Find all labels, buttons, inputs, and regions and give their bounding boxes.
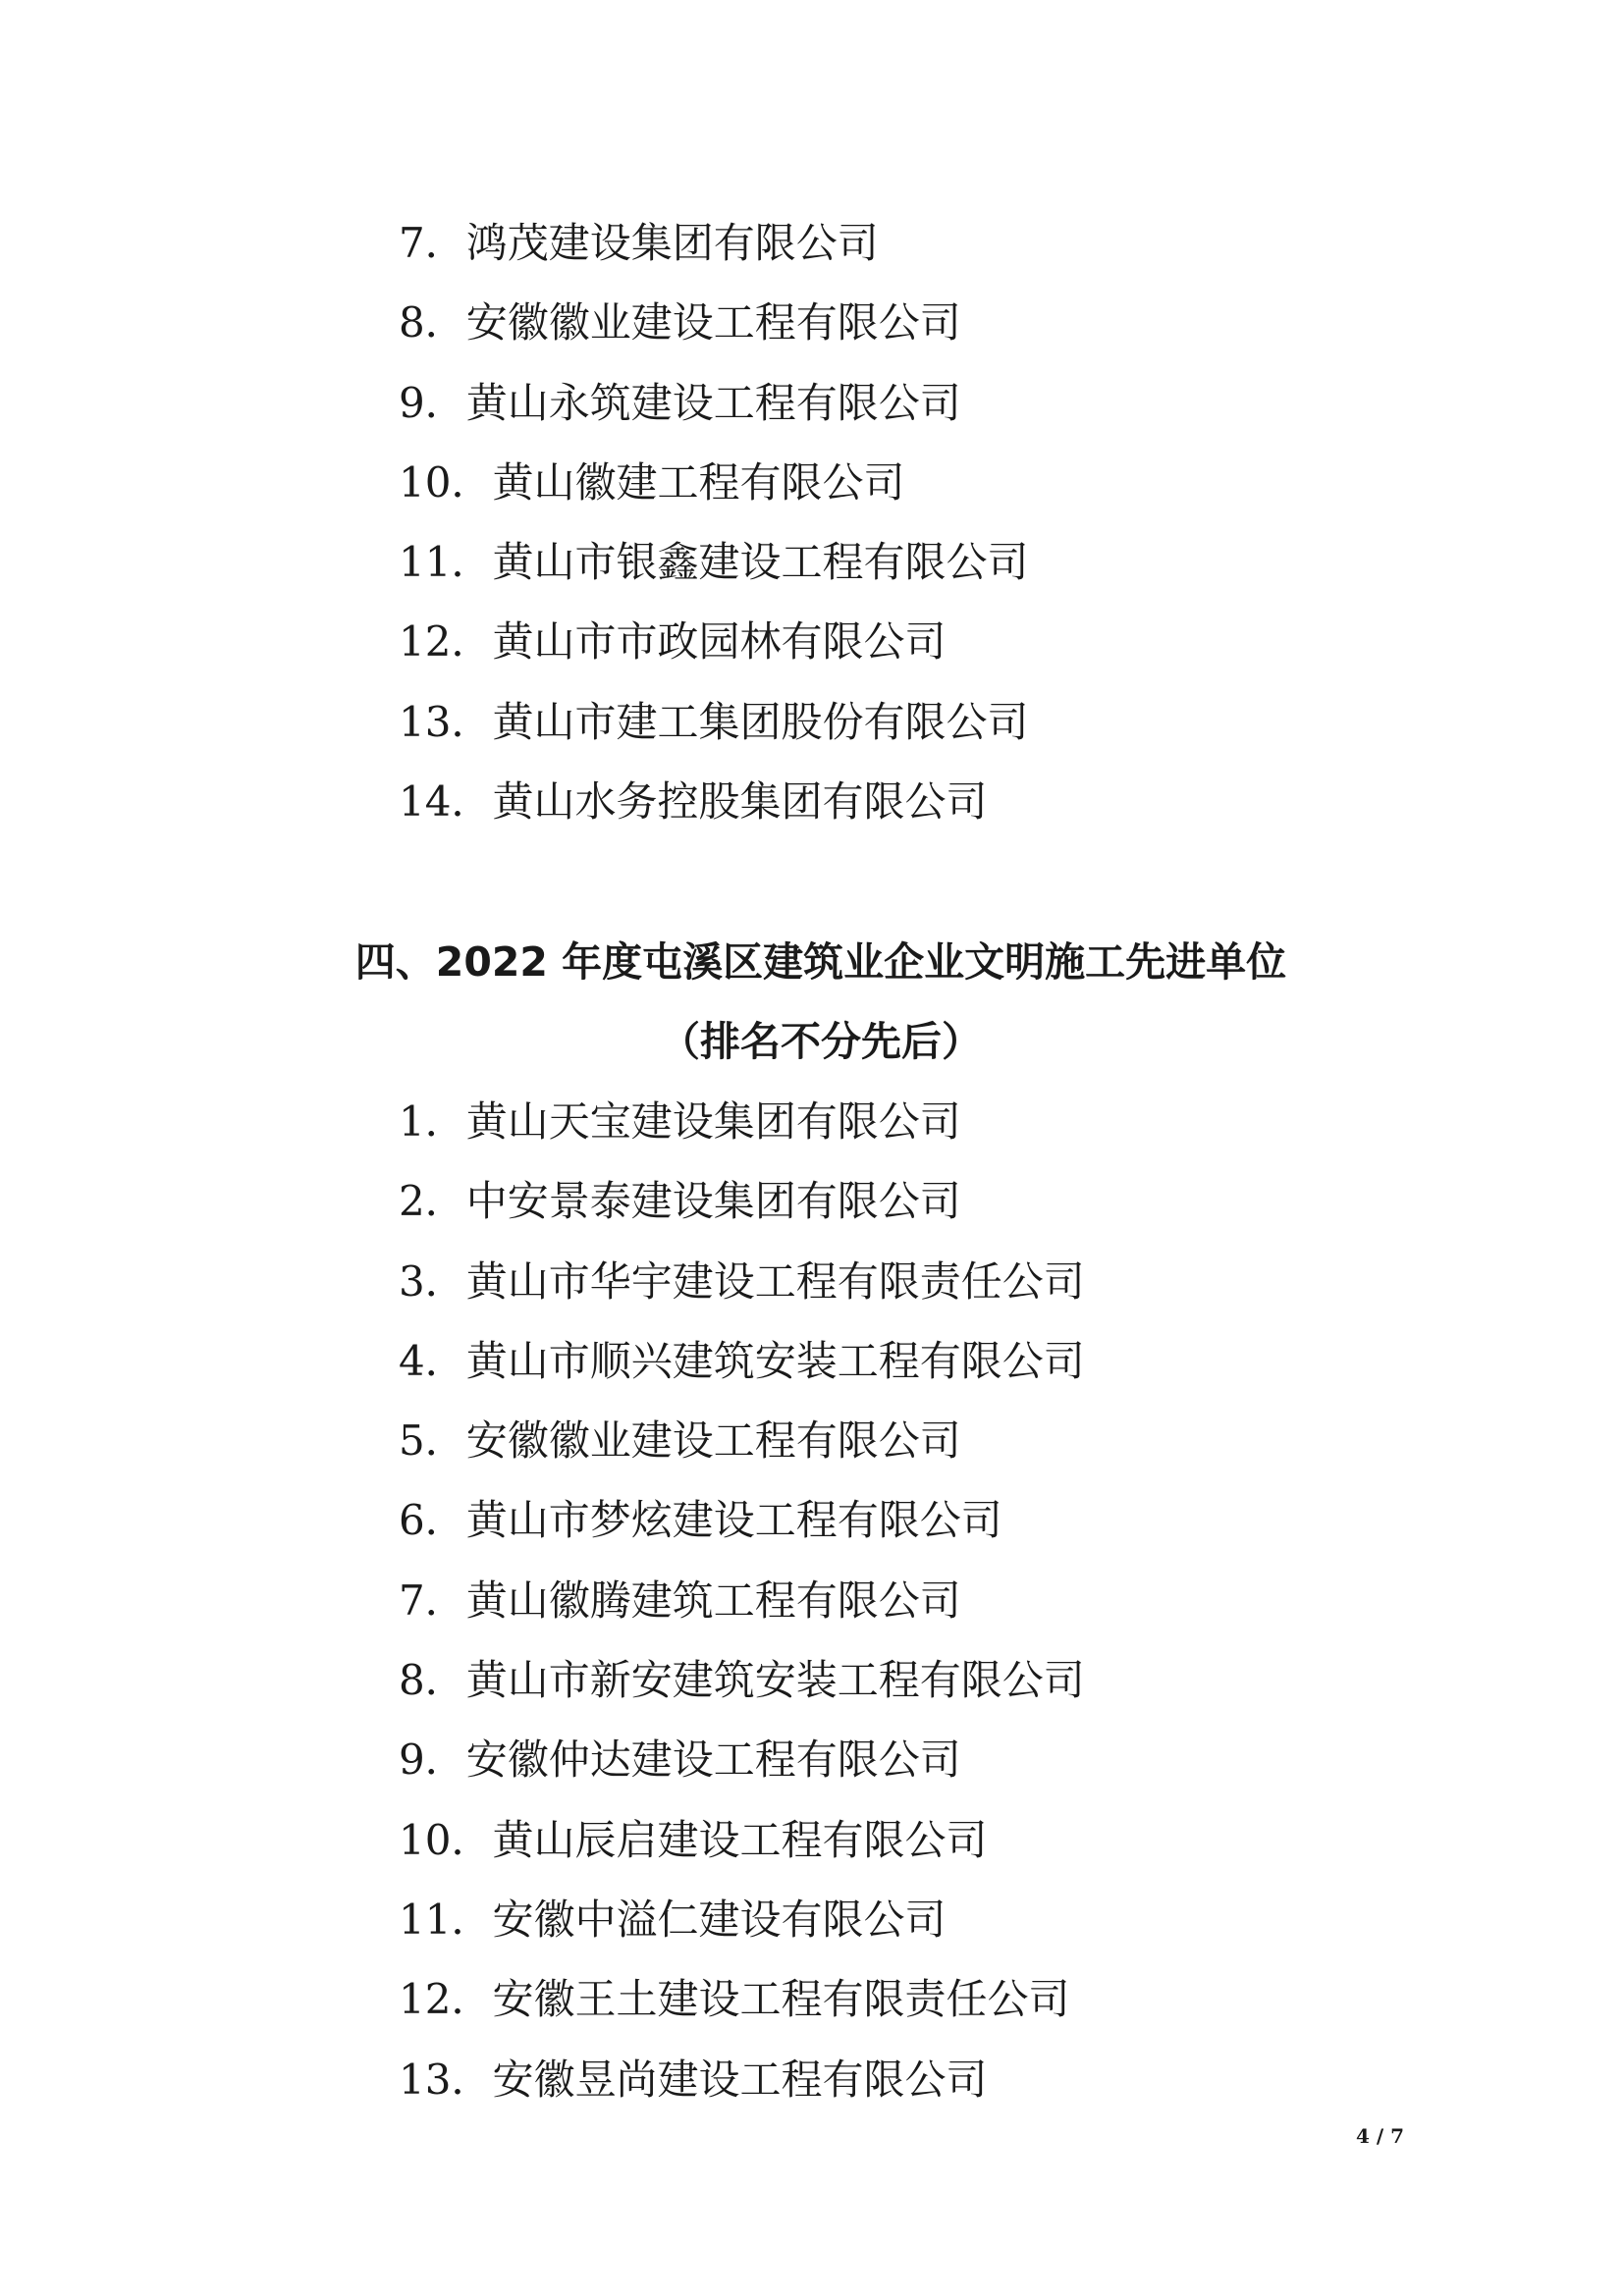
company-name: 黄山市市政园林有限公司: [492, 617, 947, 667]
list-item: [399, 283, 1380, 362]
company-name: 黄山市华宇建设工程有限责任公司: [465, 1256, 1085, 1306]
list-item: [399, 1401, 1380, 1480]
company-name: 安徽徽业建设工程有限公司: [465, 1416, 961, 1466]
item-number: 7．: [399, 1575, 466, 1625]
company-name: 黄山市建工集团股份有限公司: [492, 697, 1029, 746]
list-item: [399, 522, 1380, 602]
item-number: 13．: [399, 697, 493, 746]
list-item: [399, 1480, 1380, 1560]
company-name: 安徽昱尚建设工程有限公司: [492, 2055, 988, 2104]
item-number: 3．: [399, 1256, 466, 1306]
item-number: 1．: [399, 1097, 466, 1146]
list-item: [399, 203, 1380, 283]
item-number: 5．: [399, 1416, 466, 1466]
list-item: [399, 1880, 1380, 1959]
company-name: 黄山徽腾建筑工程有限公司: [465, 1575, 961, 1625]
item-number: 9．: [399, 1735, 466, 1785]
company-name: 安徽徽业建设工程有限公司: [465, 298, 961, 347]
item-number: 2．: [399, 1177, 466, 1226]
item-number: 12．: [399, 1975, 493, 2024]
item-number: 9．: [399, 378, 466, 427]
item-number: 11．: [399, 538, 493, 587]
list-item: [399, 363, 1380, 443]
company-name: 黄山市梦炫建设工程有限公司: [465, 1496, 1002, 1545]
continued-company-list: [399, 203, 1380, 841]
company-name: 黄山水务控股集团有限公司: [492, 777, 988, 827]
list-item: [399, 1800, 1380, 1880]
item-number: 6．: [399, 1496, 466, 1545]
list-item: [399, 602, 1380, 681]
item-number: 14．: [399, 777, 493, 827]
section-note: （排名不分先后）: [660, 1018, 982, 1065]
list-item: [399, 1321, 1380, 1401]
item-number: 13．: [399, 2055, 493, 2104]
list-item: [399, 1720, 1380, 1799]
list-item: [399, 443, 1380, 522]
list-item: [399, 1161, 1380, 1241]
company-name: 中安景泰建设集团有限公司: [465, 1177, 961, 1226]
list-item: [399, 762, 1380, 841]
company-name: 黄山辰启建设工程有限公司: [492, 1815, 988, 1864]
item-number: 7．: [399, 219, 466, 267]
section-title: 四、2022 年度屯溪区建筑业企业文明施工先进单位: [354, 938, 1287, 986]
item-number: 10．: [399, 457, 493, 507]
item-number: 11．: [399, 1895, 493, 1944]
item-number: 8．: [399, 298, 466, 347]
company-name: 黄山永筑建设工程有限公司: [465, 378, 961, 427]
item-number: 8．: [399, 1656, 466, 1705]
list-item: [399, 1640, 1380, 1720]
item-number: 4．: [399, 1336, 466, 1385]
company-name: 黄山市新安建筑安装工程有限公司: [465, 1656, 1085, 1705]
company-name: 安徽王土建设工程有限责任公司: [492, 1975, 1070, 2024]
company-name: 黄山市银鑫建设工程有限公司: [492, 538, 1029, 587]
list-item: [399, 682, 1380, 762]
list-item: [399, 1561, 1380, 1640]
list-item: [399, 1959, 1380, 2039]
item-number: 12．: [399, 617, 493, 667]
company-name: 黄山徽建工程有限公司: [492, 457, 905, 507]
company-name: 黄山天宝建设集团有限公司: [465, 1097, 961, 1146]
list-item: [399, 1082, 1380, 1161]
section4-company-list: [399, 1082, 1380, 2119]
company-name: 鸿茂建设集团有限公司: [465, 219, 879, 267]
company-name: 安徽中溢仁建设有限公司: [492, 1895, 947, 1944]
company-name: 安徽仲达建设工程有限公司: [465, 1735, 961, 1785]
list-item: [399, 1242, 1380, 1321]
list-item: [399, 2040, 1380, 2119]
company-name: 黄山市顺兴建筑安装工程有限公司: [465, 1336, 1085, 1385]
item-number: 10．: [399, 1815, 493, 1864]
page-number: 4 / 7: [1355, 2124, 1404, 2148]
